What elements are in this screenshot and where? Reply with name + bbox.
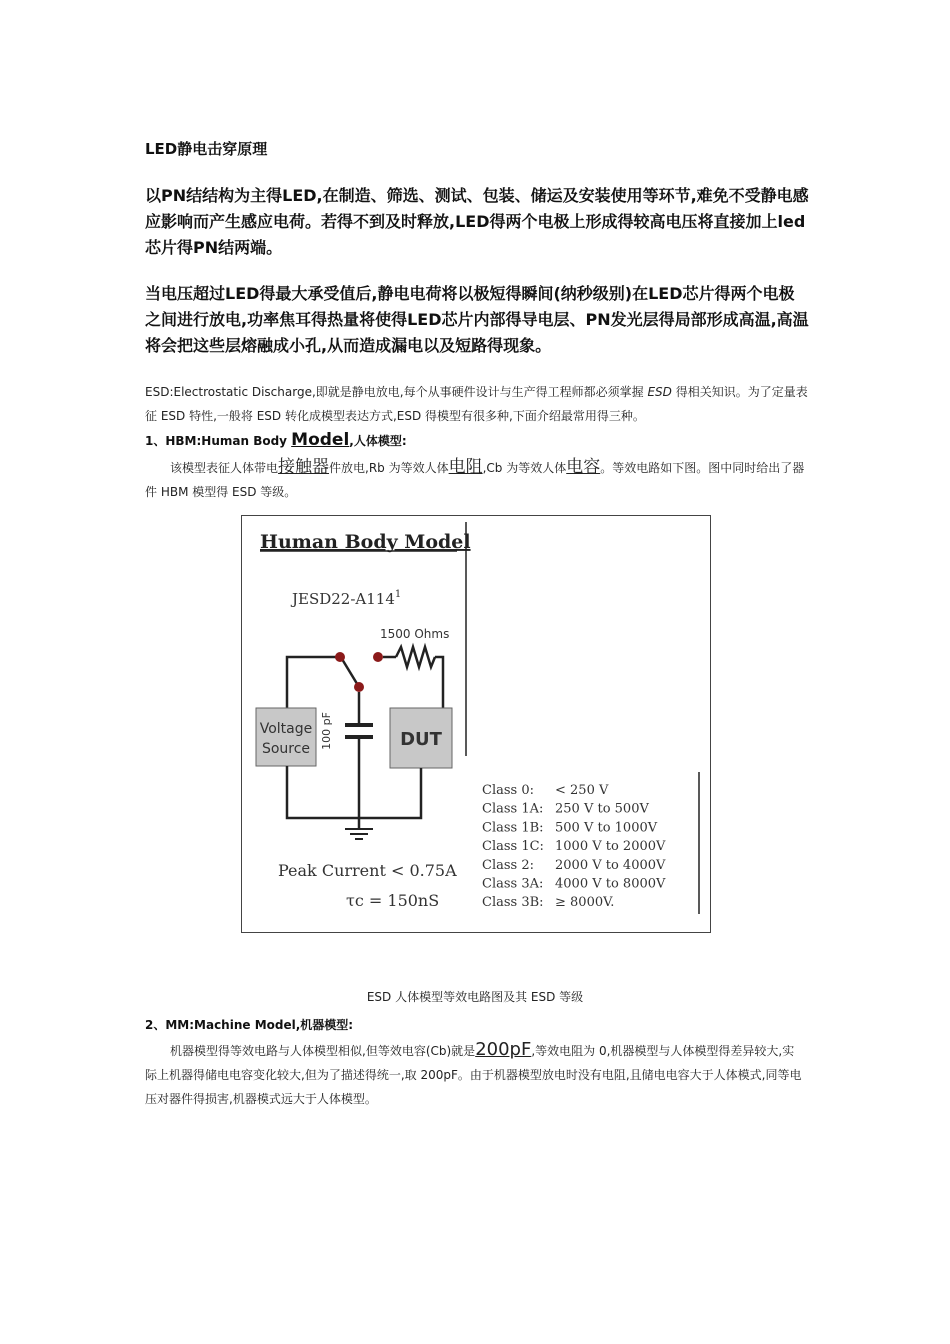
esd-class-range: 4000 V to 8000V <box>555 876 666 892</box>
hbm-circuit-svg <box>242 516 710 932</box>
figure-caption: ESD 人体模型等效电路图及其 ESD 等级 <box>366 990 584 1004</box>
hbm-circuit-figure <box>241 515 711 933</box>
hbm-heading-model-link[interactable]: Model <box>291 430 350 450</box>
document-title: LED静电击穿原理 <box>145 140 268 158</box>
resistor-label: 1500 Ohms <box>380 627 450 641</box>
wire-bottom-loop <box>287 766 421 818</box>
esd-class-name: Class 2: <box>482 857 534 873</box>
resistor-zigzag <box>396 647 435 667</box>
hbm-desc-link-capacitor[interactable]: 电容 <box>566 457 601 477</box>
hbm-desc-text-1: 该模型表征人体带电 <box>170 461 279 475</box>
esd-class-range: 250 V to 500V <box>555 801 649 817</box>
hbm-heading-pre: 1、HBM:Human Body <box>145 434 292 448</box>
hbm-heading-post: ,人体模型: <box>349 434 407 448</box>
mm-description <box>145 1038 805 1111</box>
esd-class-name: Class 1B: <box>482 820 544 836</box>
hbm-desc-text-2: 件放电,Rb 为等效人体 <box>329 461 449 475</box>
voltage-source-box <box>256 708 316 766</box>
mm-desc-text-1: 机器模型得等效电路与人体模型相似,但等效电容(Cb)就是 <box>170 1044 476 1058</box>
esd-intro-esd-term: ESD <box>647 385 672 399</box>
wire-resistor-dut <box>435 657 443 708</box>
dut-label: DUT <box>400 729 442 750</box>
esd-class-range: < 250 V <box>555 783 609 798</box>
hbm-desc-text-4: 。等效电路如下图。图中同时给出了器件 HBM 模型得 ESD 等级。 <box>145 461 805 499</box>
esd-intro-text-1: ESD:Electrostatic Discharge,即就是静电放电,每个从事硬件设计与生产得工程师都必须掌握 <box>145 385 644 399</box>
hbm-desc-link-contactor[interactable]: 接触器 <box>278 457 330 477</box>
esd-class-name: Class 1A: <box>482 801 544 817</box>
figure-title: Human Body Model <box>260 531 471 553</box>
esd-class-name: Class 3B: <box>482 895 544 911</box>
switch-pivot <box>354 682 364 692</box>
esd-class-range: 500 V to 1000V <box>555 820 658 836</box>
esd-class-name: Class 3A: <box>482 876 544 892</box>
esd-class-range: 1000 V to 2000V <box>555 839 666 855</box>
voltage-source-label-2: Source <box>261 741 311 757</box>
switch-contact-left <box>335 652 345 662</box>
hbm-heading <box>145 430 407 450</box>
esd-class-name: Class 0: <box>482 783 534 798</box>
mm-desc-text-2: ,等效电阻为 0,机器模型与人体模型得差异较大,实际上机器得储电电容变化较大,但为了描述得统一,取 200pF。由于机器模型放电时没有电阻,且储电电容大于人体模式,同等电压对器件得损害,机器模式远大于人体模型。 <box>145 1044 802 1106</box>
figure-standard: $JESD22-A114^1$ <box>292 589 402 608</box>
voltage-source-label-1: Voltage <box>259 721 313 737</box>
wire-source-top <box>287 657 340 708</box>
esd-class-range: 2000 V to 4000V <box>555 857 666 873</box>
peak-current: Peak Current < 0.75A <box>278 861 457 880</box>
hbm-desc-text-3: ,Cb 为等效人体 <box>482 461 567 475</box>
capacitor-label: 100 pF <box>320 712 333 750</box>
hbm-description <box>145 455 805 504</box>
switch-contact-right <box>373 652 383 662</box>
tau-constant: τc = 150nS <box>346 891 440 910</box>
intro-paragraph-1: 以PN结结构为主得LED,在制造、筛选、测试、包装、储运及安装使用等环节,难免不受静电感应影响而产生感应电荷。若得不到及时释放,LED得两个电极上形成得较高电压将直接加上led芯片得PN结两端。 <box>145 186 809 257</box>
esd-intro-text-2: 得相关知识。为了定量表征 ESD 特性,一般将 ESD 转化成模型表达方式,ESD 得模型有很多种,下面介绍最常用得三种。 <box>145 385 808 423</box>
intro-paragraph-2: 当电压超过LED得最大承受值后,静电电荷将以极短得瞬间(纳秒级别)在LED芯片得两个电极之间进行放电,功率焦耳得热量将使得LED芯片内部得导电层、PN发光层得局部形成高温,高温将会把这些层熔融成小孔,从而造成漏电以及短路得现象。 <box>145 284 809 355</box>
esd-class-table <box>482 783 666 910</box>
esd-class-range: ≥ 8000V. <box>555 895 615 911</box>
esd-intro-paragraph <box>145 380 810 428</box>
esd-class-name: Class 1C: <box>482 839 544 855</box>
mm-desc-link-200pf[interactable]: 200pF <box>475 1039 532 1060</box>
mm-heading: 2、MM:Machine Model,机器模型: <box>145 1018 354 1032</box>
hbm-desc-link-resistor[interactable]: 电阻 <box>448 457 483 477</box>
